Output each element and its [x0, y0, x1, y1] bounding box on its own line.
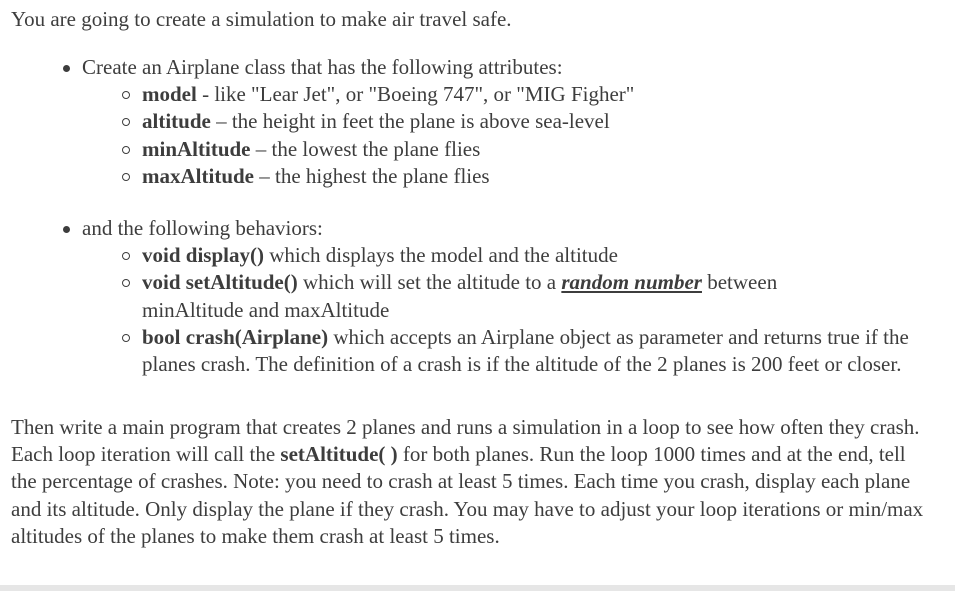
behavior-item-set-altitude — [11, 269, 882, 323]
behavior-name: void setAltitude() — [142, 270, 298, 295]
attributes-section — [11, 54, 941, 190]
random-number-emphasis: random number — [561, 270, 702, 295]
circle-bullet-icon — [122, 279, 130, 287]
disc-bullet-icon — [63, 226, 70, 233]
closing-text-after: for both planes. Run the loop 1000 times and at the end, tell the percentage of crashes. Note: you need to crash at least 5 times. Each time you crash, display each plane and its altitude. Only display the plane if they crash. You may have to adjust your loop iterations or min/max altitudes of the planes to make them crash at least 5 times. — [11, 442, 924, 548]
circle-bullet-icon — [122, 118, 130, 126]
attribute-desc: – the lowest the plane flies — [250, 136, 481, 161]
bottom-divider — [0, 585, 955, 591]
behavior-desc: which displays the model and the altitude — [263, 243, 618, 268]
behavior-name: bool crash(Airplane) — [142, 324, 329, 349]
closing-paragraph — [11, 414, 931, 550]
attribute-item-max-altitude — [11, 163, 941, 190]
attributes-list — [11, 81, 941, 190]
attribute-desc: – the height in feet the plane is above sea-level — [210, 109, 610, 134]
disc-bullet-icon — [63, 65, 70, 72]
attribute-item-model — [11, 81, 941, 108]
circle-bullet-icon — [122, 334, 130, 342]
circle-bullet-icon — [122, 173, 130, 181]
attribute-desc: – the highest the plane flies — [254, 163, 490, 188]
closing-method: setAltitude( ) — [280, 442, 398, 467]
attribute-desc: - like "Lear Jet", or "Boeing 747", or "MIG Figher" — [196, 82, 635, 107]
circle-bullet-icon — [122, 252, 130, 260]
circle-bullet-icon — [122, 91, 130, 99]
attributes-bullet — [11, 54, 941, 81]
behaviors-heading: and the following behaviors: — [82, 216, 323, 240]
attribute-item-min-altitude — [11, 136, 941, 163]
behavior-desc-before: which will set the altitude to a — [297, 270, 562, 295]
attributes-heading: Create an Airplane class that has the following attributes: — [82, 55, 563, 79]
behaviors-list — [11, 242, 941, 378]
behavior-item-display — [11, 242, 941, 269]
behavior-item-crash — [11, 324, 932, 378]
closing-text-before: Then write a main program that creates 2 planes and runs a simulation in a loop to see how often they crash. Each loop iteration will call the — [11, 415, 920, 467]
attribute-item-altitude — [11, 108, 941, 135]
behaviors-bullet — [11, 215, 941, 242]
behaviors-section — [11, 215, 941, 378]
attribute-name: minAltitude — [142, 136, 251, 161]
intro-text: You are going to create a simulation to make air travel safe. — [11, 7, 512, 31]
attribute-name: model — [142, 82, 197, 107]
attribute-name: altitude — [142, 109, 211, 134]
behavior-desc-after: between minAltitude and maxAltitude — [142, 270, 778, 322]
circle-bullet-icon — [122, 146, 130, 154]
attribute-name: maxAltitude — [142, 163, 254, 188]
behavior-desc: which accepts an Airplane object as parameter and returns true if the planes crash. The definition of a crash is if the altitude of the 2 planes is 200 feet or closer. — [142, 324, 909, 377]
behavior-name: void display() — [142, 243, 264, 268]
